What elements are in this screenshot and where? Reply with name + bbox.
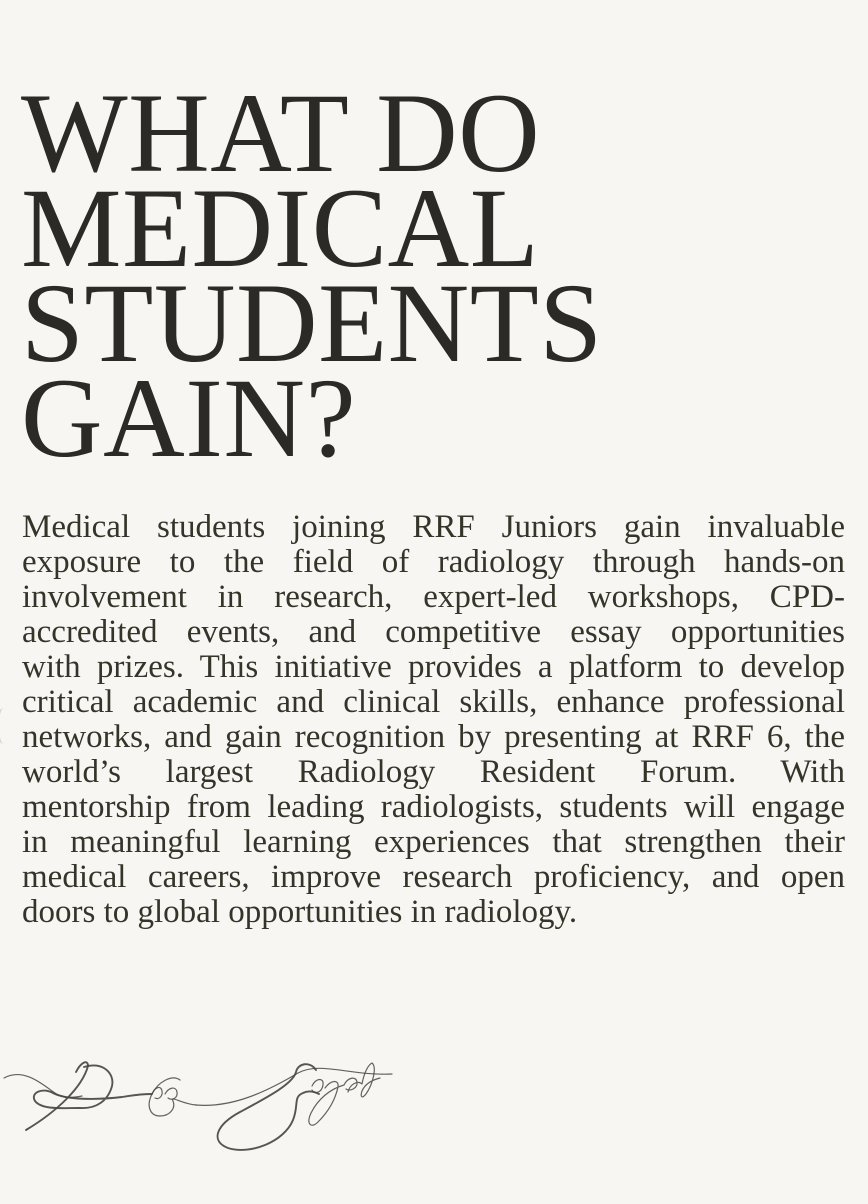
signature-connector-stroke bbox=[196, 1068, 392, 1105]
body-line: networks, and gain recognition by presenting at RRF 6, the bbox=[22, 719, 845, 755]
body-line: in meaningful learning experiences that strengthen their bbox=[22, 824, 845, 860]
signature-p-bowl-stroke bbox=[34, 1065, 152, 1108]
signature-ro-stroke bbox=[152, 1087, 177, 1099]
body-line: accredited events, and competitive essay opportunities bbox=[22, 614, 845, 650]
body-line: Medical students joining RRF Juniors gain invaluable bbox=[22, 509, 845, 545]
body-line: medical careers, improve research proficiency, and open bbox=[22, 859, 845, 895]
body-line: critical academic and clinical skills, enhance professional bbox=[22, 684, 845, 720]
body-line: exposure to the field of radiology through hands-on bbox=[22, 544, 845, 580]
signature-s-stroke bbox=[218, 1064, 319, 1150]
body-line: with prizes. This initiative provides a platform to develop bbox=[22, 649, 845, 685]
heading-line-1: WHAT DO bbox=[21, 71, 541, 196]
page-title bbox=[21, 71, 841, 481]
body-line: world’s largest Radiology Resident Forum. With bbox=[22, 754, 845, 790]
body-paragraph bbox=[22, 510, 845, 930]
body-line: doors to global opportunities in radiology. bbox=[22, 894, 578, 930]
body-line: involvement in research, expert-led workshops, CPD- bbox=[22, 579, 845, 615]
paper-edge-artifact bbox=[0, 708, 11, 744]
signature-f-stroke bbox=[149, 1078, 196, 1116]
signature-handwritten bbox=[0, 1040, 420, 1160]
heading-line-3: STUDENTS bbox=[21, 261, 603, 386]
body-line: mentorship from leading radiologists, students will engage bbox=[22, 789, 845, 825]
heading-line-4: GAIN? bbox=[21, 356, 357, 481]
heading-line-2: MEDICAL bbox=[21, 166, 540, 291]
